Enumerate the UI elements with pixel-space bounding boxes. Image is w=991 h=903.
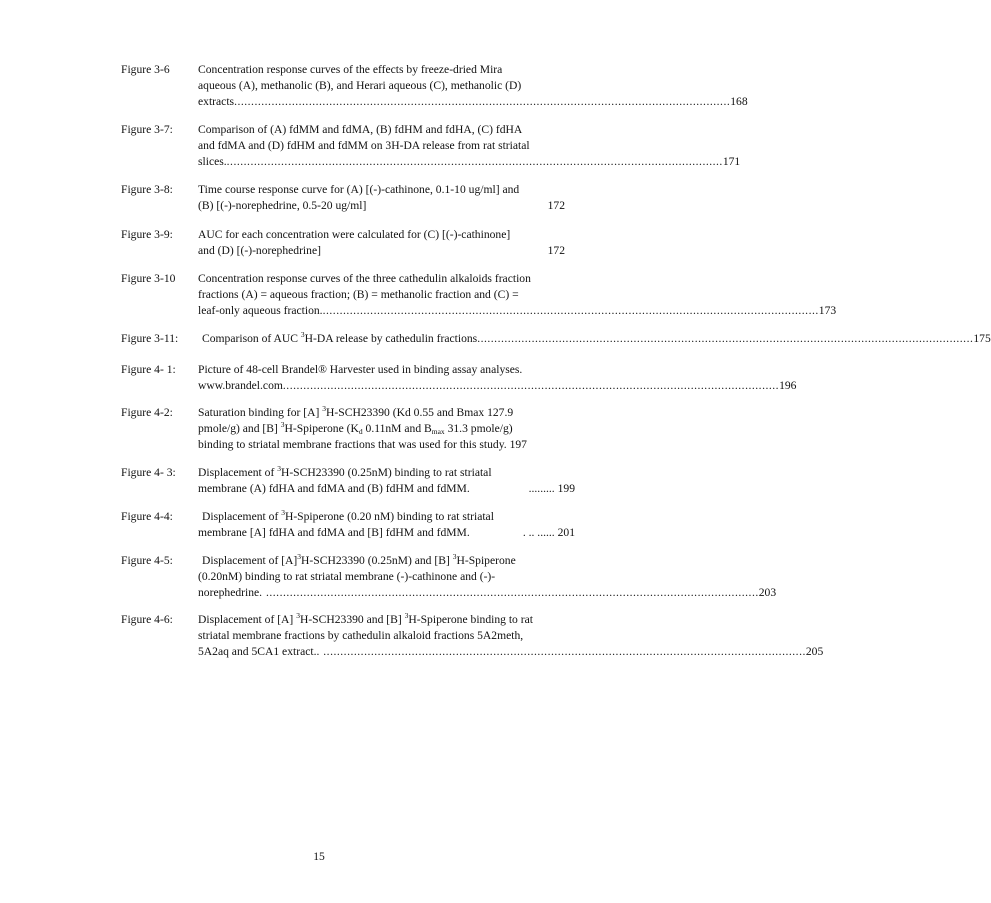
page-ref[interactable]: 199 bbox=[557, 482, 575, 495]
page-ref[interactable]: 175 bbox=[973, 332, 991, 345]
figure-caption bbox=[198, 227, 575, 259]
figure-caption bbox=[198, 552, 777, 601]
caption-line: membrane [A] fdHA and fdMA and [B] fdHM and fdMM. . .. ...... 201 bbox=[198, 526, 575, 539]
caption-line: Concentration response curves of the three cathedulin alkaloids fraction bbox=[198, 272, 531, 285]
figure-label: Figure 4-2: bbox=[121, 406, 173, 419]
caption-line: fractions (A) = aqueous fraction; (B) = methanolic fraction and (C) = bbox=[198, 288, 519, 301]
figure-label: Figure 3-11: bbox=[121, 332, 179, 345]
caption-line: Time course response curve for (A) [(-)-cathinone, 0.1-10 ug/ml] and bbox=[198, 183, 520, 196]
caption-line: aqueous (A), methanolic (B), and Herari aqueous (C), methanolic (D) bbox=[198, 79, 522, 92]
figure-caption bbox=[198, 362, 797, 394]
figure-label: Figure 3-8: bbox=[121, 183, 173, 196]
page-ref[interactable]: 168 bbox=[730, 95, 748, 108]
page-ref[interactable]: 173 bbox=[818, 304, 837, 317]
figure-label: Figure 4-5: bbox=[121, 554, 173, 567]
caption-line: membrane (A) fdHA and fdMA and (B) fdHM and fdMM. ......... 199 bbox=[198, 482, 575, 495]
page-ref[interactable]: 196 bbox=[779, 379, 797, 392]
figure-label: Figure 3-10 bbox=[121, 272, 176, 285]
caption-line: striatal membrane fractions by cathedulin alkaloid fractions 5A2meth, bbox=[198, 629, 524, 642]
dot-leader: .................................................................................................................................................. bbox=[234, 95, 731, 108]
figure-label: Figure 4- 3: bbox=[121, 466, 176, 479]
caption-line: Displacement of $^3$H-SCH23390 (0.25nM) binding to rat striatal bbox=[198, 464, 492, 479]
figure-caption bbox=[198, 465, 575, 497]
caption-line: and fdMA and (D) fdHM and fdMM on 3H-DA release from rat striatal bbox=[198, 139, 530, 152]
page-ref[interactable]: 197 bbox=[509, 438, 527, 451]
caption-line: binding to striatal membrane fractions that was used for this study. 197 bbox=[198, 438, 527, 451]
caption-line: Concentration response curves of the effects by freeze-dried Mira bbox=[198, 63, 503, 76]
figure-label: Figure 4- 1: bbox=[121, 363, 176, 376]
figure-caption bbox=[198, 122, 741, 170]
dot-leader: ......... bbox=[528, 482, 555, 495]
caption-line: (B) [(-)-norephedrine, 0.5-20 ug/ml] 172 bbox=[198, 198, 575, 214]
dot-leader: .................................................................................................................................................. bbox=[477, 332, 974, 345]
page-ref[interactable]: 205 bbox=[805, 645, 824, 658]
page-ref[interactable]: 201 bbox=[557, 526, 575, 539]
figure-label: Figure 4-6: bbox=[121, 613, 173, 626]
dot-leader: . .. ...... bbox=[522, 526, 555, 539]
caption-line: Displacement of $[A]^3H-SCH23390$ (0.25nM) and [B] $^3$H-Spiperone bbox=[202, 552, 516, 567]
figure-caption bbox=[198, 271, 837, 319]
caption-line: (0.20nM) binding to rat striatal membrane (-)-cathinone and (-)- bbox=[198, 570, 496, 583]
caption-line: www.brandel.com .................................................................................................................................................. 196 bbox=[198, 379, 797, 392]
figure-caption bbox=[198, 182, 575, 214]
caption-line: leaf-only aqueous fraction. .................................................................................................................................................. 173 bbox=[198, 304, 837, 317]
caption-line: slices. .................................................................................................................................................. 171 bbox=[198, 155, 741, 168]
figure-label: Figure 3-7: bbox=[121, 123, 173, 136]
page-ref[interactable]: 171 bbox=[722, 155, 741, 168]
dot-leader: .................................................................................................................................................. bbox=[322, 304, 819, 317]
caption-line: pmole/g) and [B] $^3$H-Spiperone ($K_d$ 0.11nM and $B_{max}$ 31.3 pmole/g) bbox=[198, 420, 513, 436]
caption-line: and (D) [(-)-norephedrine] 172 bbox=[198, 243, 575, 259]
dot-leader: . ................................................................................................................................................. bbox=[259, 586, 759, 599]
figure-caption bbox=[198, 509, 575, 541]
figure-caption bbox=[198, 62, 748, 110]
page-ref[interactable]: 172 bbox=[547, 199, 565, 212]
dot-leader: .................................................................................................................................................. bbox=[282, 379, 780, 392]
caption-line: AUC for each concentration were calculated for (C) [(-)-cathinone] bbox=[198, 228, 511, 241]
dot-leader: . .............................................................................................................................................. bbox=[316, 645, 806, 658]
caption-line: Displacement of [A] $^3$H-SCH23390 and [B] $^3$H-Spiperone binding to rat bbox=[198, 611, 533, 626]
figure-caption bbox=[198, 405, 575, 453]
caption-line: Saturation binding for [A] $^3$H-SCH23390 (Kd 0.55 and Bmax 127.9 bbox=[198, 404, 514, 419]
caption-line: extracts .................................................................................................................................................. 168 bbox=[198, 95, 748, 108]
figure-label: Figure 4-4: bbox=[121, 510, 173, 523]
figure-label: Figure 3-9: bbox=[121, 228, 173, 241]
figure-caption bbox=[198, 330, 991, 347]
figure-caption bbox=[198, 611, 824, 660]
caption-line: Comparison of AUC $^3$H-DA release by cathedulin fractions .................................................................................................................................................. 175 bbox=[202, 330, 991, 345]
caption-line: Comparison of (A) fdMM and fdMA, (B) fdHM and fdHA, (C) fdHA bbox=[198, 123, 523, 136]
caption-line: norephedrine . ................................................................................................................................................. 203 bbox=[198, 586, 777, 599]
page-ref[interactable]: 203 bbox=[758, 586, 777, 599]
dot-leader: .................................................................................................................................................. bbox=[226, 155, 723, 168]
page-number: 15 bbox=[313, 850, 325, 863]
caption-line: 5A2aq and 5CA1 extract. . .............................................................................................................................................. 205 bbox=[198, 645, 824, 658]
caption-line: Displacement of $^3$H-Spiperone (0.20 nM) binding to rat striatal bbox=[202, 508, 494, 523]
caption-line: Picture of 48-cell Brandel® Harvester used in binding assay analyses. bbox=[198, 363, 523, 376]
figure-label: Figure 3-6 bbox=[121, 63, 170, 76]
page-ref[interactable]: 172 bbox=[547, 244, 565, 257]
